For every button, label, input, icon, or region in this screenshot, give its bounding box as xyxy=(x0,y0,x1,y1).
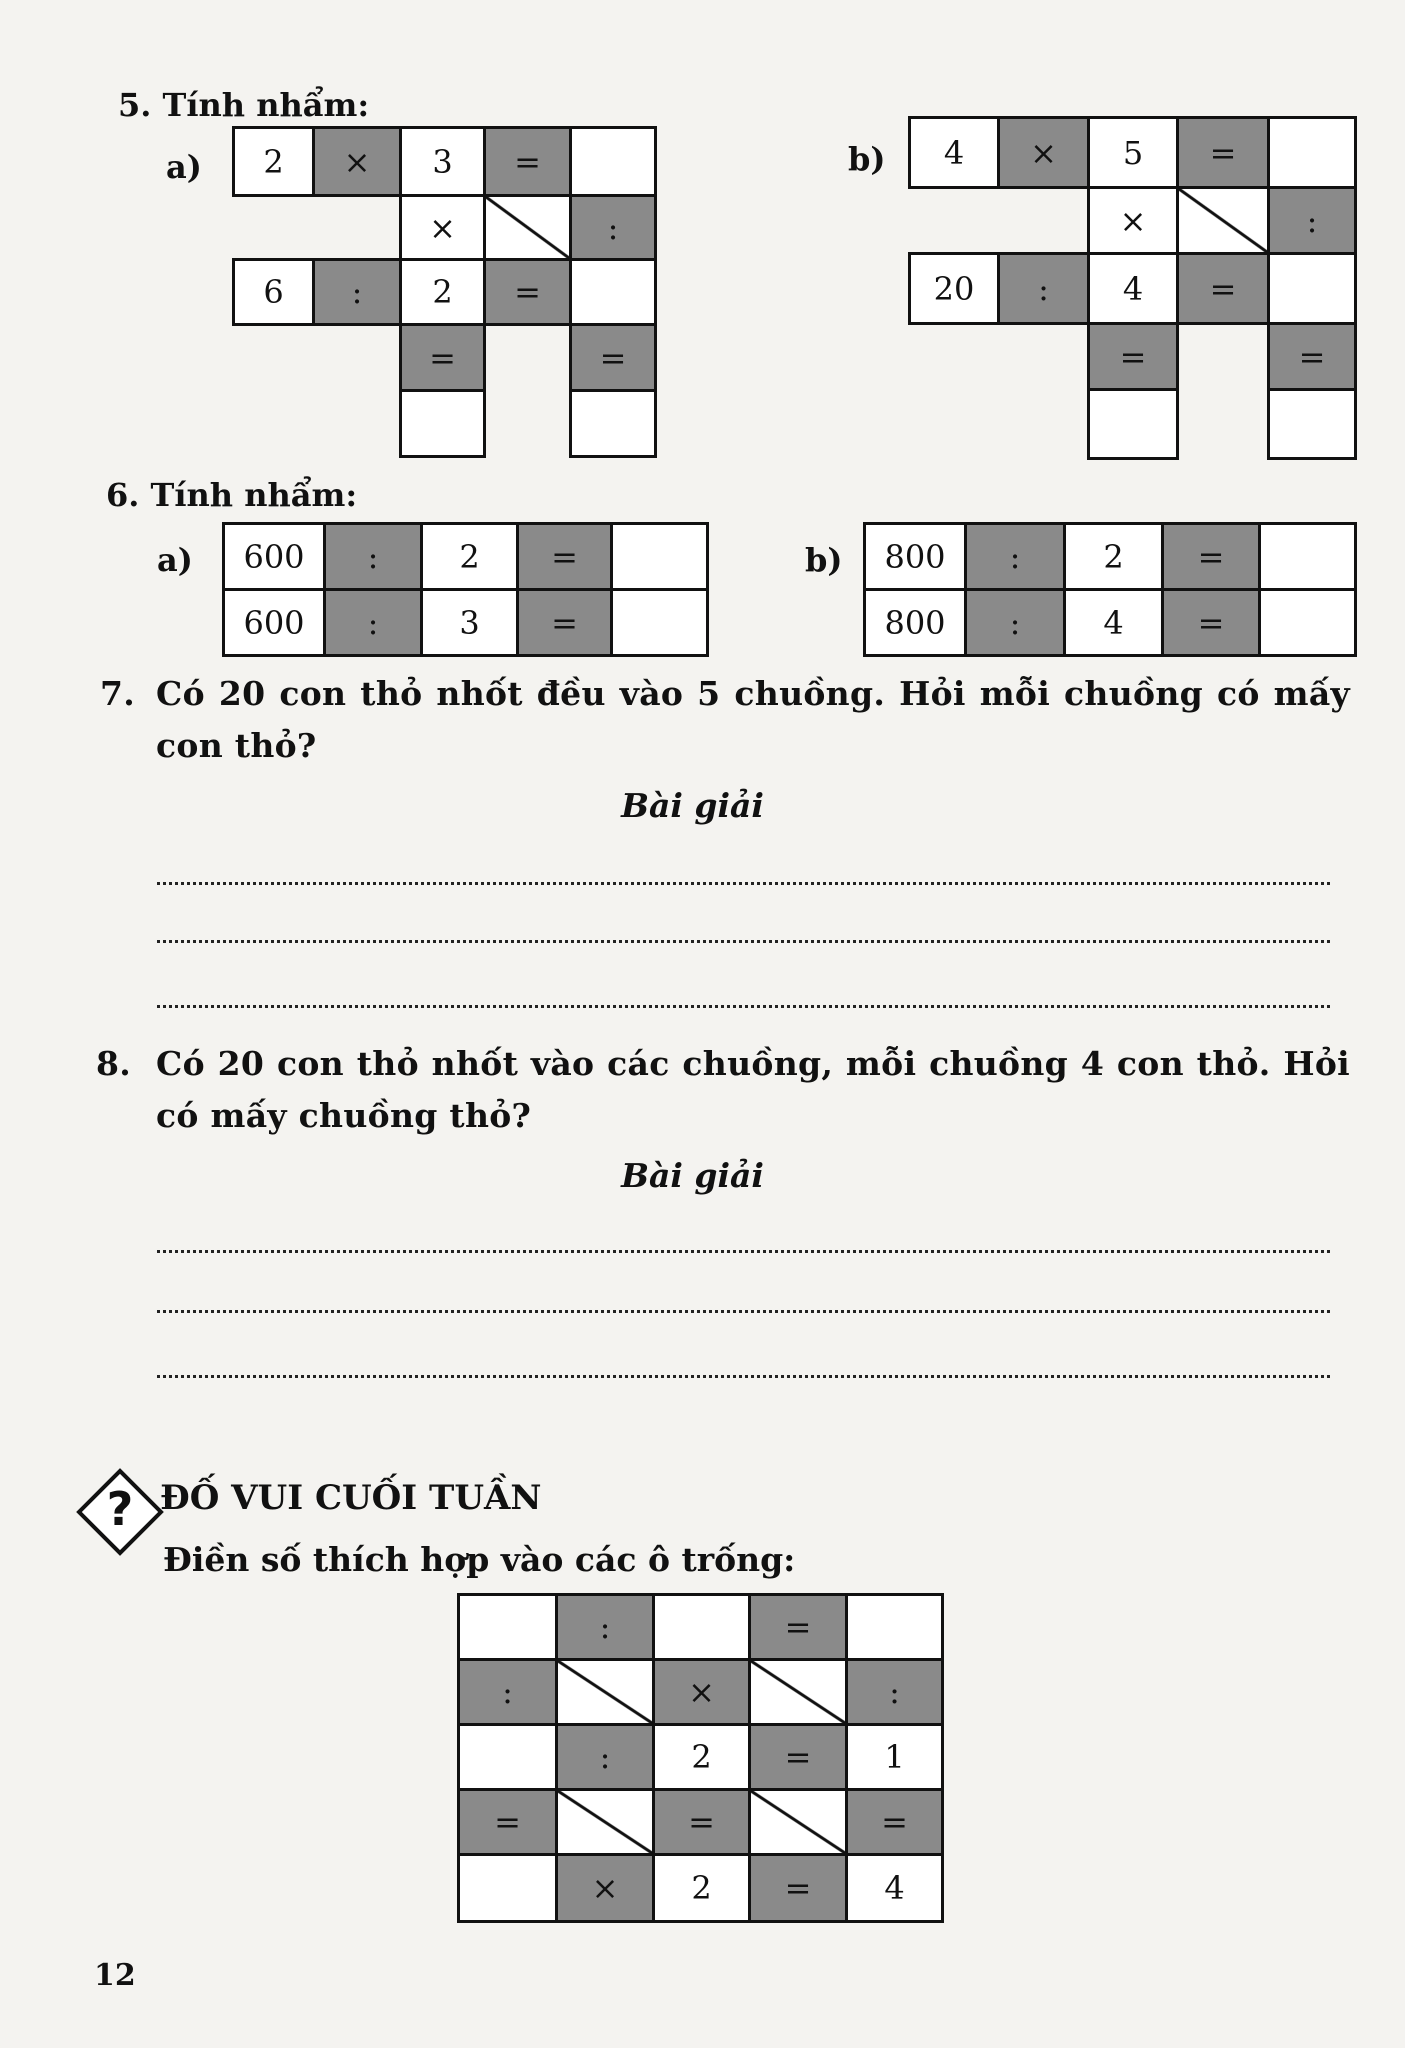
ex5-a-operator: × xyxy=(312,126,402,197)
ex6-b-operator: : xyxy=(964,522,1066,591)
ex6-b-operator: : xyxy=(964,588,1066,657)
ex5-a-operator: = xyxy=(483,258,572,326)
ex6-a-cell[interactable]: 600 xyxy=(222,522,326,591)
ex5-b-operator: : xyxy=(1267,186,1357,255)
ex6-a-operator: : xyxy=(323,588,423,657)
answer-line[interactable] xyxy=(157,1310,1330,1313)
ex5-b-cell[interactable]: 4 xyxy=(908,116,1000,189)
ex6-a-cell[interactable]: 3 xyxy=(420,588,519,657)
puzzle-operator: = xyxy=(845,1788,944,1856)
puzzle-blank-cell[interactable] xyxy=(457,1853,558,1923)
puzzle-diagonal-cell xyxy=(555,1788,655,1856)
puzzle-number-cell[interactable]: 2 xyxy=(652,1853,751,1923)
part-a-label: a) xyxy=(166,148,202,186)
problem-line: có mấy chuồng thỏ? xyxy=(156,1096,532,1135)
ex5-b-cell[interactable]: 4 xyxy=(1087,252,1179,325)
problem-line: Có 20 con thỏ nhốt vào các chuồng, mỗi chuồng 4 con thỏ. Hỏi xyxy=(156,1044,1350,1083)
ex5-a-cell[interactable]: 2 xyxy=(232,126,315,197)
ex5-a-cell[interactable]: 3 xyxy=(399,126,486,197)
puzzle-operator: : xyxy=(555,1593,655,1661)
ex6-b-answer-box[interactable] xyxy=(1258,588,1357,657)
puzzle-operator: × xyxy=(555,1853,655,1923)
ex6-a-operator: = xyxy=(516,522,613,591)
ex5-a-cell[interactable]: 6 xyxy=(232,258,315,326)
exercise-number: 6. xyxy=(106,476,140,514)
ex5-a-answer-box[interactable] xyxy=(399,389,486,458)
ex5-b-cell[interactable]: 5 xyxy=(1087,116,1179,189)
puzzle-operator: = xyxy=(457,1788,558,1856)
ex6-b-operator: = xyxy=(1161,588,1261,657)
ex5-b-cell[interactable]: 20 xyxy=(908,252,1000,325)
ex5-b-operator: = xyxy=(1176,252,1270,325)
exercise-6-heading xyxy=(106,476,357,514)
puzzle-operator: = xyxy=(748,1593,848,1661)
puzzle-blank-cell[interactable] xyxy=(652,1593,751,1661)
ex5-a-operator: : xyxy=(569,194,657,261)
answer-line[interactable] xyxy=(157,882,1330,885)
puzzle-blank-cell[interactable] xyxy=(457,1593,558,1661)
page-number: 12 xyxy=(94,1958,136,1993)
puzzle-blank-cell[interactable] xyxy=(457,1723,558,1791)
solution-heading: Bài giải xyxy=(621,786,764,825)
ex6-a-operator: : xyxy=(323,522,423,591)
ex5-a-answer-box[interactable] xyxy=(569,126,657,197)
puzzle-number-cell[interactable]: 4 xyxy=(845,1853,944,1923)
ex6-b-answer-box[interactable] xyxy=(1258,522,1357,591)
puzzle-operator: = xyxy=(748,1853,848,1923)
puzzle-number-cell[interactable]: 1 xyxy=(845,1723,944,1791)
question-badge-icon xyxy=(76,1468,164,1556)
exercise-7-problem xyxy=(100,668,1350,772)
exercise-title: Tính nhẩm: xyxy=(150,476,358,514)
ex5-b-operator: : xyxy=(997,252,1090,325)
ex6-b-cell[interactable]: 800 xyxy=(863,588,967,657)
ex5-b-diagonal-cell xyxy=(1176,186,1270,255)
puzzle-number-cell[interactable]: 2 xyxy=(652,1723,751,1791)
ex5-b-operator: × xyxy=(997,116,1090,189)
part-b-label: b) xyxy=(848,140,886,178)
ex5-a-operator: = xyxy=(483,126,572,197)
ex6-a-answer-box[interactable] xyxy=(610,588,709,657)
exercise-number: 8. xyxy=(96,1044,132,1083)
answer-line[interactable] xyxy=(157,1250,1330,1253)
puzzle-title: ĐỐ VUI CUỐI TUẦN xyxy=(160,1478,542,1518)
puzzle-operator: : xyxy=(555,1723,655,1791)
puzzle-diagonal-cell xyxy=(748,1788,848,1856)
exercise-5-heading xyxy=(118,86,369,124)
exercise-number: 5. xyxy=(118,86,152,124)
puzzle-instruction: Điền số thích hợp vào các ô trống: xyxy=(163,1540,796,1579)
exercise-number: 7. xyxy=(100,674,136,713)
answer-line[interactable] xyxy=(157,1005,1330,1008)
ex5-b-operator: = xyxy=(1176,116,1270,189)
ex5-b-answer-box[interactable] xyxy=(1267,252,1357,325)
ex6-b-cell[interactable]: 800 xyxy=(863,522,967,591)
ex5-a-operator: = xyxy=(569,323,657,392)
puzzle-operator: : xyxy=(845,1658,944,1726)
ex5-a-cell[interactable]: 2 xyxy=(399,258,486,326)
puzzle-diagonal-cell xyxy=(555,1658,655,1726)
ex5-b-operator: = xyxy=(1087,322,1179,391)
ex5-b-operator: = xyxy=(1267,322,1357,391)
ex5-b-answer-box[interactable] xyxy=(1267,116,1357,189)
ex5-a-answer-box[interactable] xyxy=(569,389,657,458)
puzzle-blank-cell[interactable] xyxy=(845,1593,944,1661)
puzzle-operator: : xyxy=(457,1658,558,1726)
ex6-a-answer-box[interactable] xyxy=(610,522,709,591)
ex6-a-cell[interactable]: 600 xyxy=(222,588,326,657)
ex6-a-operator: = xyxy=(516,588,613,657)
ex5-b-operator: × xyxy=(1087,186,1179,255)
puzzle-operator: × xyxy=(652,1658,751,1726)
exercise-8-problem xyxy=(96,1038,1350,1142)
ex5-b-answer-box[interactable] xyxy=(1267,388,1357,460)
part-a-label: a) xyxy=(157,541,193,579)
puzzle-diagonal-cell xyxy=(748,1658,848,1726)
ex6-a-cell[interactable]: 2 xyxy=(420,522,519,591)
answer-line[interactable] xyxy=(157,940,1330,943)
ex6-b-operator: = xyxy=(1161,522,1261,591)
solution-heading: Bài giải xyxy=(621,1156,764,1195)
ex5-a-answer-box[interactable] xyxy=(569,258,657,326)
ex5-b-answer-box[interactable] xyxy=(1087,388,1179,460)
puzzle-operator: = xyxy=(748,1723,848,1791)
part-b-label: b) xyxy=(805,541,843,579)
problem-line: Có 20 con thỏ nhốt đều vào 5 chuồng. Hỏi mỗi chuồng có mấy xyxy=(156,674,1350,713)
ex5-a-operator: : xyxy=(312,258,402,326)
puzzle-operator: = xyxy=(652,1788,751,1856)
ex6-b-cell[interactable]: 4 xyxy=(1063,588,1164,657)
ex5-a-diagonal-cell xyxy=(483,194,572,261)
answer-line[interactable] xyxy=(157,1375,1330,1378)
exercise-title: Tính nhẩm: xyxy=(162,86,370,124)
problem-line: con thỏ? xyxy=(156,726,317,765)
ex5-a-operator: = xyxy=(399,323,486,392)
ex5-a-operator: × xyxy=(399,194,486,261)
ex6-b-cell[interactable]: 2 xyxy=(1063,522,1164,591)
question-mark: ? xyxy=(106,1482,134,1536)
